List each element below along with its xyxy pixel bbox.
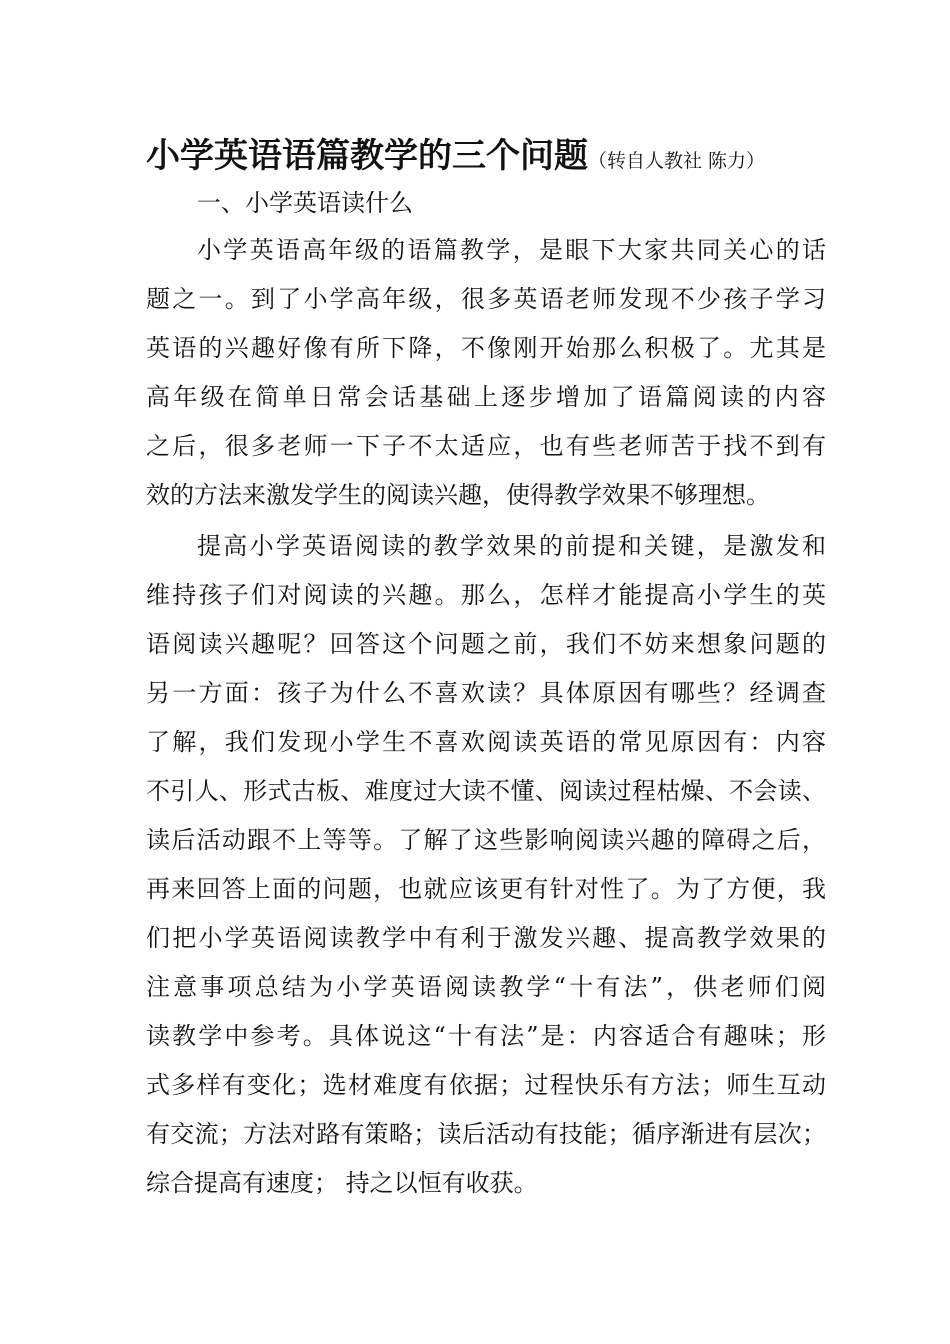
paragraph-line: 了解，我们发现小学生不喜欢阅读英语的常见原因有：内容: [146, 728, 826, 756]
paragraph-line: 注意事项总结为小学英语阅读教学“十有法”，供老师们阅: [146, 973, 826, 1001]
paragraph-line: 提高小学英语阅读的教学效果的前提和关键，是激发和: [197, 532, 826, 560]
paragraph-line: 高年级在简单日常会话基础上逐步增加了语篇阅读的内容: [146, 383, 826, 411]
title-text: 小学英语语篇教学的三个问题: [146, 136, 588, 176]
paragraph-line: 维持孩子们对阅读的兴趣。那么，怎样才能提高小学生的英: [146, 581, 826, 609]
paragraph-line: 式多样有变化；选材难度有依据；过程快乐有方法；师生互动: [146, 1071, 826, 1099]
document-title: [146, 128, 846, 177]
paragraph-line: 另一方面：孩子为什么不喜欢读？具体原因有哪些？经调查: [146, 679, 826, 707]
paragraph-line: 综合提高有速度； 持之以恒有收获。: [146, 1169, 538, 1197]
section-heading: 一、小学英语读什么: [197, 189, 413, 217]
paragraph-line: 效的方法来激发学生的阅读兴趣，使得教学效果不够理想。: [146, 481, 770, 509]
paragraph-line: 语阅读兴趣呢？回答这个问题之前，我们不妨来想象问题的: [146, 630, 826, 658]
title-source: （转自人教社 陈力）: [588, 150, 766, 172]
paragraph-line: 读教学中参考。具体说这“十有法”是：内容适合有趣味；形: [146, 1022, 826, 1050]
paragraph-line: 们把小学英语阅读教学中有利于激发兴趣、提高教学效果的: [146, 924, 826, 952]
paragraph-line: 有交流；方法对路有策略；读后活动有技能；循序渐进有层次；: [146, 1120, 826, 1148]
paragraph-line: 再来回答上面的问题，也就应该更有针对性了。为了方便，我: [146, 875, 826, 903]
paragraph-line: 英语的兴趣好像有所下降，不像刚开始那么积极了。尤其是: [146, 334, 826, 362]
paragraph-line: 之后，很多老师一下子不太适应，也有些老师苦于找不到有: [146, 432, 826, 460]
paragraph-line: 小学英语高年级的语篇教学，是眼下大家共同关心的话: [197, 236, 826, 264]
paragraph-line: 题之一。到了小学高年级，很多英语老师发现不少孩子学习: [146, 285, 826, 313]
paragraph-line: 读后活动跟不上等等。了解了这些影响阅读兴趣的障碍之后，: [146, 826, 826, 854]
paragraph-2: [146, 522, 826, 1208]
paragraph-1: [146, 226, 826, 520]
paragraph-line: 不引人、形式古板、难度过大读不懂、阅读过程枯燥、不会读、: [146, 777, 826, 805]
